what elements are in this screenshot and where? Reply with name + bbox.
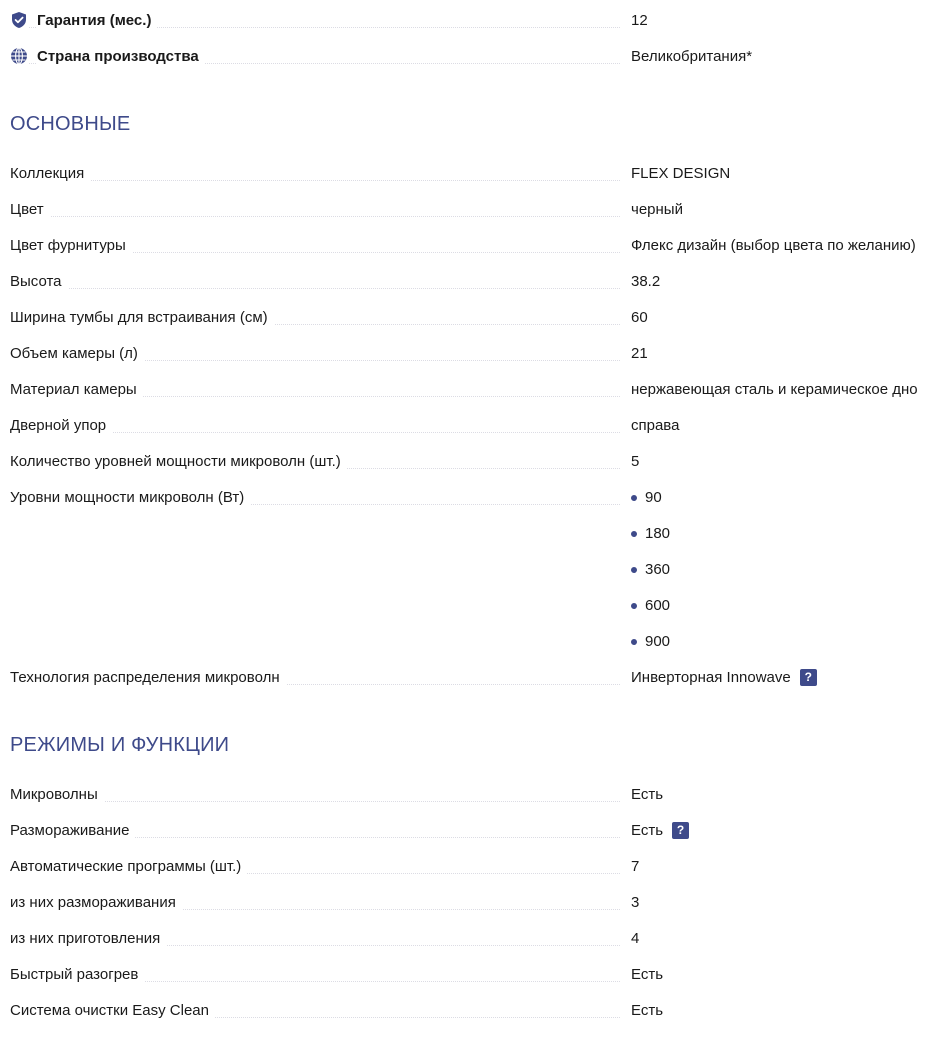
spec-row: [10, 783, 937, 805]
spec-row: [10, 198, 937, 220]
spec-label: Материал камеры: [10, 381, 143, 398]
spec-row: [10, 342, 937, 364]
spec-label: Быстрый разогрев: [10, 966, 144, 983]
spec-label: Коллекция: [10, 165, 90, 182]
spec-label: Гарантия (мес.): [37, 12, 157, 29]
spec-value: справа: [631, 416, 680, 434]
spec-value: 5: [631, 452, 640, 470]
spec-label: Дверной упор: [10, 417, 112, 434]
spec-row-country: [10, 45, 937, 67]
spec-value: 38.2: [631, 272, 661, 290]
bullet-icon: [631, 639, 637, 645]
shield-check-icon: [10, 11, 28, 29]
spec-value: 21: [631, 344, 648, 362]
spec-row: [10, 855, 937, 877]
spec-value: 7: [631, 857, 640, 875]
spec-label: Автоматические программы (шт.): [10, 858, 247, 875]
spec-value: Есть: [631, 821, 664, 839]
spec-row: [10, 999, 937, 1021]
bullet-icon: [631, 603, 637, 609]
bullet-icon: [631, 567, 637, 573]
spec-row: [10, 234, 937, 256]
spec-value: Инверторная Innowave: [631, 668, 791, 686]
spec-row: [10, 927, 937, 949]
section-title-modes: РЕЖИМЫ И ФУНКЦИИ: [10, 734, 230, 756]
globe-icon: [10, 47, 28, 65]
spec-row: [10, 819, 937, 841]
spec-label: Размораживание: [10, 822, 135, 839]
section-title-main: ОСНОВНЫЕ: [10, 113, 131, 135]
spec-row: [10, 450, 937, 472]
spec-value: 12: [631, 11, 648, 29]
list-item: 360: [631, 561, 670, 578]
spec-label: Цвет фурнитуры: [10, 237, 132, 254]
spec-row: [10, 378, 937, 400]
spec-value: Есть: [631, 785, 664, 803]
spec-label: Страна производства: [37, 48, 205, 65]
help-icon[interactable]: ?: [800, 669, 817, 686]
spec-row: [10, 270, 937, 292]
spec-value: 60: [631, 308, 648, 326]
spec-label: Объем камеры (л): [10, 345, 144, 362]
spec-row-technology: [10, 666, 937, 688]
spec-row: [10, 306, 937, 328]
spec-label: из них приготовления: [10, 930, 166, 947]
list-item: 180: [631, 525, 670, 542]
spec-row-power-levels: [10, 486, 937, 508]
spec-value: Великобритания*: [631, 47, 753, 65]
spec-value: Есть: [631, 965, 664, 983]
spec-label: Уровни мощности микроволн (Вт): [10, 489, 250, 506]
list-item: 600: [631, 597, 670, 614]
spec-row: [10, 963, 937, 985]
spec-label: Система очистки Easy Clean: [10, 1002, 215, 1019]
spec-value: Флекс дизайн (выбор цвета по желанию): [631, 236, 916, 254]
bullet-icon: [631, 531, 637, 537]
spec-label: из них размораживания: [10, 894, 182, 911]
list-item: 90: [631, 489, 662, 506]
spec-value: 4: [631, 929, 640, 947]
help-icon[interactable]: ?: [672, 822, 689, 839]
spec-row: [10, 891, 937, 913]
spec-row: [10, 414, 937, 436]
spec-label: Количество уровней мощности микроволн (шт.): [10, 453, 347, 470]
bullet-icon: [631, 495, 637, 501]
spec-label: Цвет: [10, 201, 50, 218]
spec-value: нержавеющая сталь и керамическое дно: [631, 380, 918, 398]
spec-value: 3: [631, 893, 640, 911]
spec-value: черный: [631, 200, 683, 218]
spec-label: Микроволны: [10, 786, 104, 803]
spec-label: Высота: [10, 273, 68, 290]
spec-label: Ширина тумбы для встраивания (см): [10, 309, 274, 326]
spec-value: FLEX DESIGN: [631, 164, 731, 182]
spec-value: Есть: [631, 1001, 664, 1019]
spec-row: [10, 162, 937, 184]
spec-row-warranty: [10, 9, 937, 31]
spec-label: Технология распределения микроволн: [10, 669, 286, 686]
list-item: 900: [631, 633, 670, 650]
